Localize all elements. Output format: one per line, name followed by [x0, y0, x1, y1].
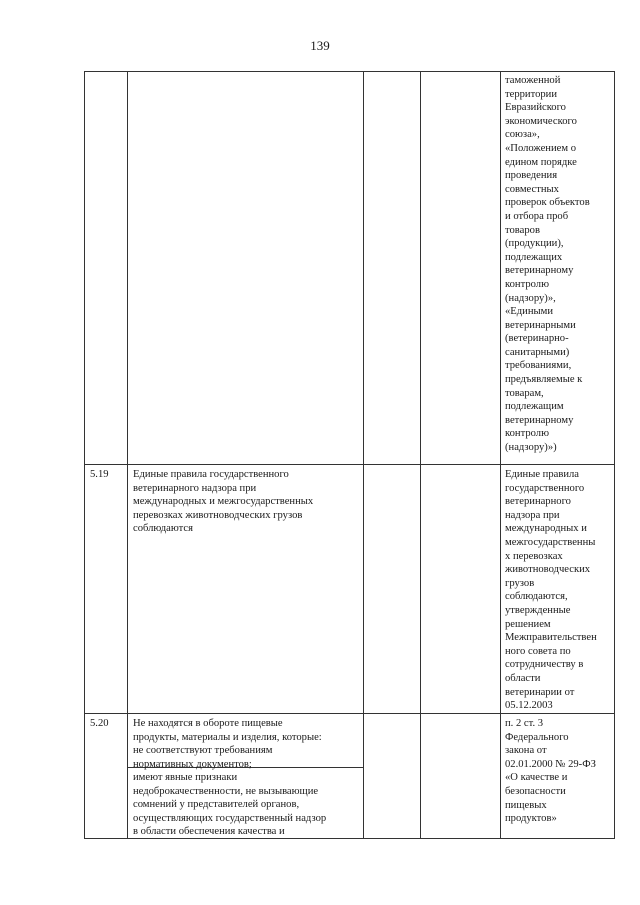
column-divider: [420, 71, 421, 839]
table-cell-number: 5.19: [90, 469, 109, 480]
column-divider: [127, 71, 128, 839]
column-divider: [363, 71, 364, 839]
table-cell-legal-basis: п. 2 ст. 3 Федерального закона от 02.01.2000 № 29-ФЗ «О качестве и безопасности пищевых продуктов»: [505, 718, 596, 825]
table-border-top: [84, 71, 614, 72]
table-cell-number: 5.20: [90, 718, 109, 729]
column-divider: [500, 71, 501, 839]
table-cell-requirement: Единые правила государственного ветеринарного надзора при международных и межгосударственных перевозках животноводческих грузов соблюдаются: [133, 469, 314, 535]
page-number: 139: [310, 38, 330, 53]
table-border-left: [84, 71, 85, 839]
table-cell-requirement-sub: имеют явные признаки недоброкачественности, не вызывающие сомнений у представителей органов, осуществляющих государственный надзор в области обеспечения качества и: [133, 772, 327, 838]
table-border-right: [614, 71, 615, 839]
table-cell-legal-basis: таможенной территории Евразийского экономического союза», «Положением о едином порядке проведения совместных проверок объектов и отбора проб товаров (продукции), подлежащих ветеринарному контролю (надзору)», «Едиными ветеринарными (ветеринарно- санитарными) требованиями, предъявляемые к товарам, подлежащим ветеринарному контролю (надзору)»): [505, 75, 590, 454]
table-cell-legal-basis: Единые правила государственного ветеринарного надзора при международных и межгосударственны х перевозках животноводческих грузов соблюдаются, утвержденные решением Межправительствен ного совета по сотрудничеству в области ветеринарии от 05.12.2003: [505, 469, 597, 712]
table-cell-requirement: Не находятся в обороте пищевые продукты, материалы и изделия, которые: не соответствуют требованиям нормативных документов;: [133, 718, 322, 770]
row-divider: [84, 464, 614, 465]
row-divider: [84, 713, 614, 714]
